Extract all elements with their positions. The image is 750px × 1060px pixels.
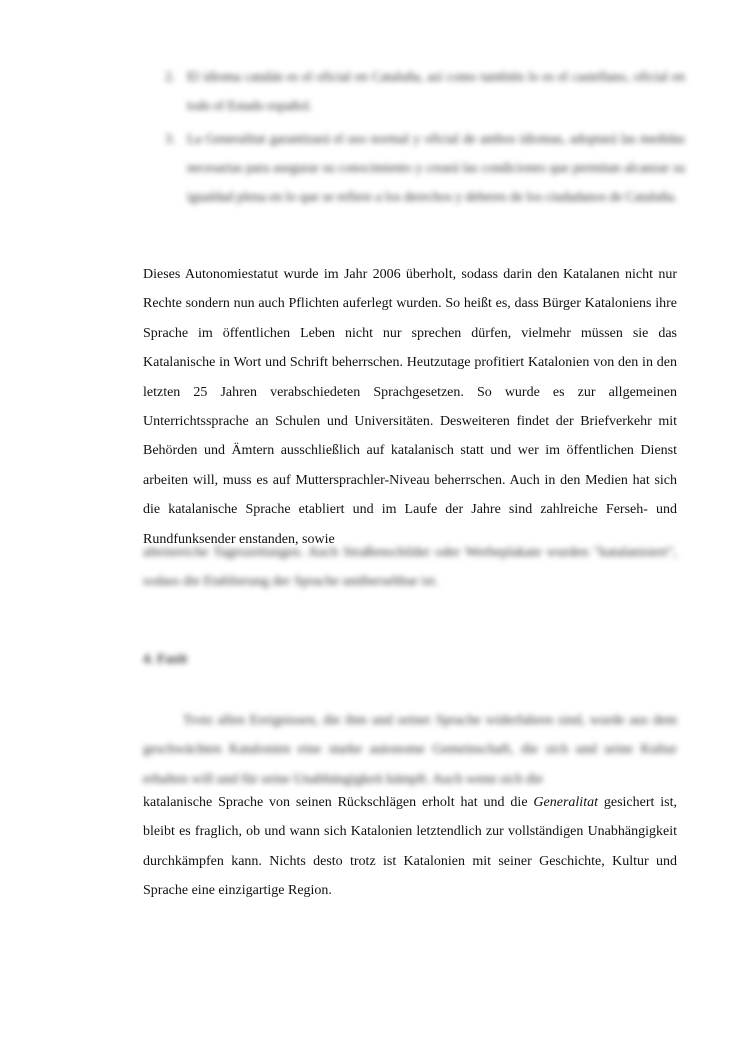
list-item-number: 2. <box>165 69 176 84</box>
conclusion-text-end: gesichert ist, bleibt es fraglich, ob und wann sich Katalonien letztendlich zur vollständigen Unabhängigkeit durchkämpfen kann. Nichts desto trotz ist Katalonien mit seiner Geschichte, Kultur und Sprache eine einzigartige Region. <box>143 795 678 899</box>
statute-article-list <box>165 62 685 215</box>
conclusion-paragraph-blurred: Trotz allen Ereignissen, die ihm und seiner Sprache widerfahren sind, wurde aus dem geschwächten Katalonien eine starke autonome Gemeinschaft, die sich und seine Kultur erhalten will und für seine Unabhängigkeit kämpft. Auch wenn sich die <box>143 713 677 787</box>
body-paragraph: Dieses Autonomiestatut wurde im Jahr 2006 überholt, sodass darin den Katalanen nicht nur Rechte sondern nun auch Pflichten auferlegt wurden. So heißt es, dass Bürger Kataloniens ihre Sprache im öffentlichen Leben nicht nur sprechen dürfen, vielmehr müssen sie das Katalanische in Wort und Schrift beherrschen. Heutzutage profitiert Katalonien von den in den letzten 25 Jahren verabschiedeten Sprachgesetzen. So wurde es zur allgemeinen Unterrichtssprache an Schulen und Universitäten. Desweiteren findet der Briefverkehr mit Behörden und Ämtern ausschließlich auf katalanisch statt und wer im öffentlichen Dienst arbeiten will, muss es auf Muttersprachler-Niveau beherrschen. Auch in den Medien hat sich die katalanische Sprache etabliert und im Laufe der Jahre sind zahlreiche Ferseh- und Rundfunksender enstanden, sowie <box>143 267 677 547</box>
body-paragraph-blurred: alteinreiche Tageszeitungen. Auch Straßenschilder oder Werbeplakate wurden "katalanisiert", sodass die Etablierung der Sprache unübersehbar ist. <box>143 545 677 590</box>
section-heading: 4. Fazit <box>143 652 188 667</box>
list-item-text: El idioma catalán es el oficial en Cataluña, así como también lo es el castellano, oficial en todo el Estado español. <box>187 69 685 113</box>
list-item-text: La Generalitat garantizará el uso normal y oficial de ambos idiomas, adoptará las medidas necesarias para asegurar su conocimiento y creará las condiciones que permitan alcanzar su igualdad plena en lo que se refiere a los derechos y deberes de los ciudadanos de Cataluña. <box>187 131 685 204</box>
list-item <box>165 62 685 120</box>
conclusion-paragraph <box>143 788 677 906</box>
conclusion-text-start: katalanische Sprache von seinen Rückschlägen erholt hat und die <box>143 795 534 810</box>
list-item-number: 3. <box>165 131 176 146</box>
generalitat-emphasis: Generalitat <box>533 795 598 810</box>
list-item <box>165 124 685 211</box>
